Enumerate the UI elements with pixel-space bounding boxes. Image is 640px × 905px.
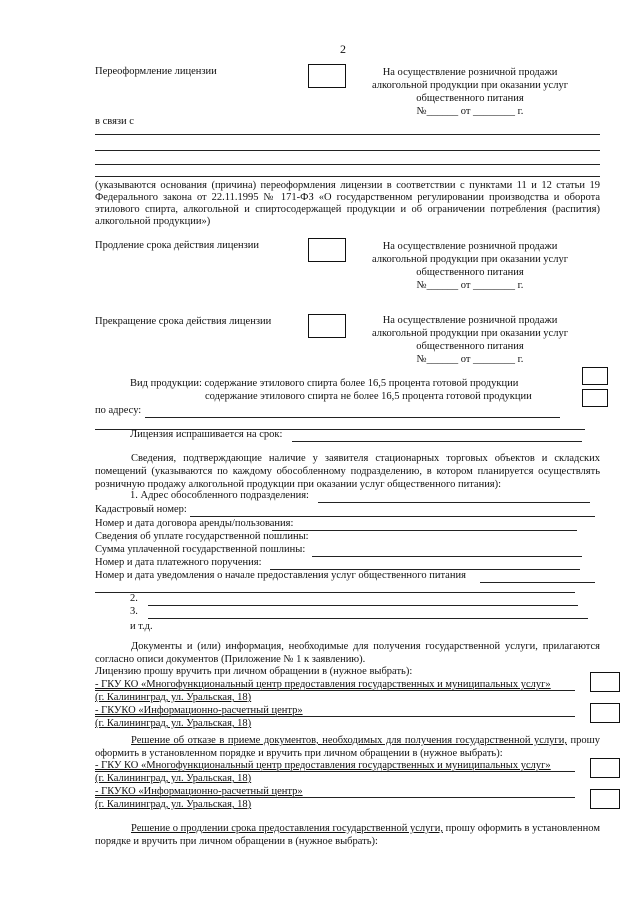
reason-line-3[interactable] [95, 164, 600, 165]
deliver-text: Лицензию прошу вручить при личном обращении в (нужное выбрать): [95, 666, 413, 677]
reissue-checkbox[interactable] [308, 64, 346, 88]
field-fee-info: Сведения об уплате государственной пошлины: [95, 531, 309, 542]
deliver-mfc-checkbox[interactable] [590, 672, 620, 692]
field-address-line[interactable] [318, 502, 590, 503]
refusal-text [95, 734, 600, 760]
item-etc: и т.д. [130, 621, 153, 632]
address-line-1[interactable] [145, 417, 560, 418]
product-line-2: содержание этилового спирта не более 16,5 процента готовой продукции [205, 391, 532, 402]
reissue-license-type: На осуществление розничной продажи алкогольной продукции при оказании услуг общественного питания №______ от ________ г. [360, 66, 580, 118]
refusal-option-irc[interactable]: - ГКУКО «Информационно-расчетный центр» [95, 786, 303, 797]
termination-number-line: №______ от ________ г. [416, 354, 524, 365]
refusal-option-irc-address: (г. Калининград, ул. Уральская, 18) [95, 799, 252, 810]
item-3: 3. [130, 606, 138, 617]
field-fee-sum: Сумма уплаченной государственной пошлины: [95, 544, 306, 555]
extension-license-type: На осуществление розничной продажи алкогольной продукции при оказании услуг общественного питания №______ от ________ г. [360, 240, 580, 292]
prolong-title: Решение о продлении срока предоставления государственной услуги, [131, 823, 443, 834]
refusal-rest: прошу оформить в установленном порядке и вручить при личном обращении в (нужное выбрать): [95, 735, 601, 759]
reissue-basis-note: (указываются основания (причина) переоформления лицензии в соответствии с пунктами 11 и 12 статьи 19 Федерального закона от 22.11.1995 № 171-ФЗ «О государственном регулировании производства и оборота этилового спирта, алкогольной и спиртосодержащей продукции и об ограничении потребления (распития) алкогольной продукции») [95, 180, 600, 227]
field-cadastral-line[interactable] [190, 516, 595, 517]
product-under-16-checkbox[interactable] [582, 389, 608, 407]
refusal-option-mfc[interactable]: - ГКУ КО «Многофункциональный центр предоставления государственных и муниципальных услуг» [95, 760, 551, 771]
deliver-line-1 [95, 690, 575, 691]
refusal-option-mfc-address: (г. Калининград, ул. Уральская, 18) [95, 773, 252, 784]
field-address: 1. Адрес обособленного подразделения: [130, 490, 309, 501]
refusal-line-2 [95, 797, 575, 798]
deliver-irc-checkbox[interactable] [590, 703, 620, 723]
field-notice-line-2[interactable] [95, 592, 575, 593]
reason-line-1[interactable] [95, 134, 600, 135]
prolong-text [95, 822, 600, 848]
extension-number-line: №______ от ________ г. [416, 280, 524, 291]
refusal-irc-checkbox[interactable] [590, 789, 620, 809]
deliver-option-mfc[interactable]: - ГКУ КО «Многофункциональный центр предоставления государственных и муниципальных услуг» [95, 679, 551, 690]
documents-text: Документы и (или) информация, необходимые для получения государственной услуги, прилагаются согласно описи документов (Приложение № 1 к заявлению). [95, 641, 600, 665]
item-2-line[interactable] [148, 605, 578, 606]
deliver-line-2 [95, 716, 575, 717]
page-number: 2 [340, 42, 346, 56]
reason-line-4[interactable] [95, 176, 600, 177]
item-2: 2. [130, 593, 138, 604]
item-3-line[interactable] [148, 618, 588, 619]
product-line-1: Вид продукции: содержание этилового спирта более 16,5 процента готовой продукции [130, 378, 519, 389]
field-fee-sum-line[interactable] [312, 556, 582, 557]
extension-checkbox[interactable] [308, 238, 346, 262]
termination-checkbox[interactable] [308, 314, 346, 338]
reason-line-2[interactable] [95, 150, 600, 151]
refusal-line-1 [95, 771, 575, 772]
field-lease: Номер и дата договора аренды/пользования: [95, 518, 294, 529]
reissue-label: Переоформление лицензии [95, 66, 217, 77]
refusal-mfc-checkbox[interactable] [590, 758, 620, 778]
field-payment: Номер и дата платежного поручения: [95, 557, 262, 568]
termination-license-type: На осуществление розничной продажи алкогольной продукции при оказании услуг общественного питания №______ от ________ г. [360, 314, 580, 366]
deliver-option-mfc-address: (г. Калининград, ул. Уральская, 18) [95, 692, 252, 703]
term-line[interactable] [292, 441, 582, 442]
deliver-option-irc[interactable]: - ГКУКО «Информационно-расчетный центр» [95, 705, 303, 716]
refusal-title: Решение об отказе в приеме документов, необходимых для получения государственной услуги, [131, 735, 567, 746]
reissue-number-line: №______ от ________ г. [416, 106, 524, 117]
term-label: Лицензия испрашивается на срок: [130, 429, 283, 440]
objects-intro: Сведения, подтверждающие наличие у заявителя стационарных торговых объектов и складских помещений (указываются по каждому обособленному подразделению, в котором планируется осуществлять розничную продажу алкогольной продукции при оказании услуг общественного питания): [95, 453, 600, 490]
product-over-16-checkbox[interactable] [582, 367, 608, 385]
extension-label: Продление срока действия лицензии [95, 240, 259, 251]
in-connection-label: в связи с [95, 116, 134, 127]
address-label: по адресу: [95, 405, 142, 416]
field-notice-line[interactable] [480, 582, 595, 583]
field-lease-line[interactable] [272, 530, 577, 531]
field-cadastral: Кадастровый номер: [95, 504, 187, 515]
deliver-option-irc-address: (г. Калининград, ул. Уральская, 18) [95, 718, 252, 729]
termination-label: Прекращение срока действия лицензии [95, 316, 272, 327]
field-notice: Номер и дата уведомления о начале предоставления услуг общественного питания [95, 570, 466, 581]
prolong-rest: прошу оформить в установленном порядке и вручить при личном обращении в (нужное выбрать): [95, 823, 600, 847]
